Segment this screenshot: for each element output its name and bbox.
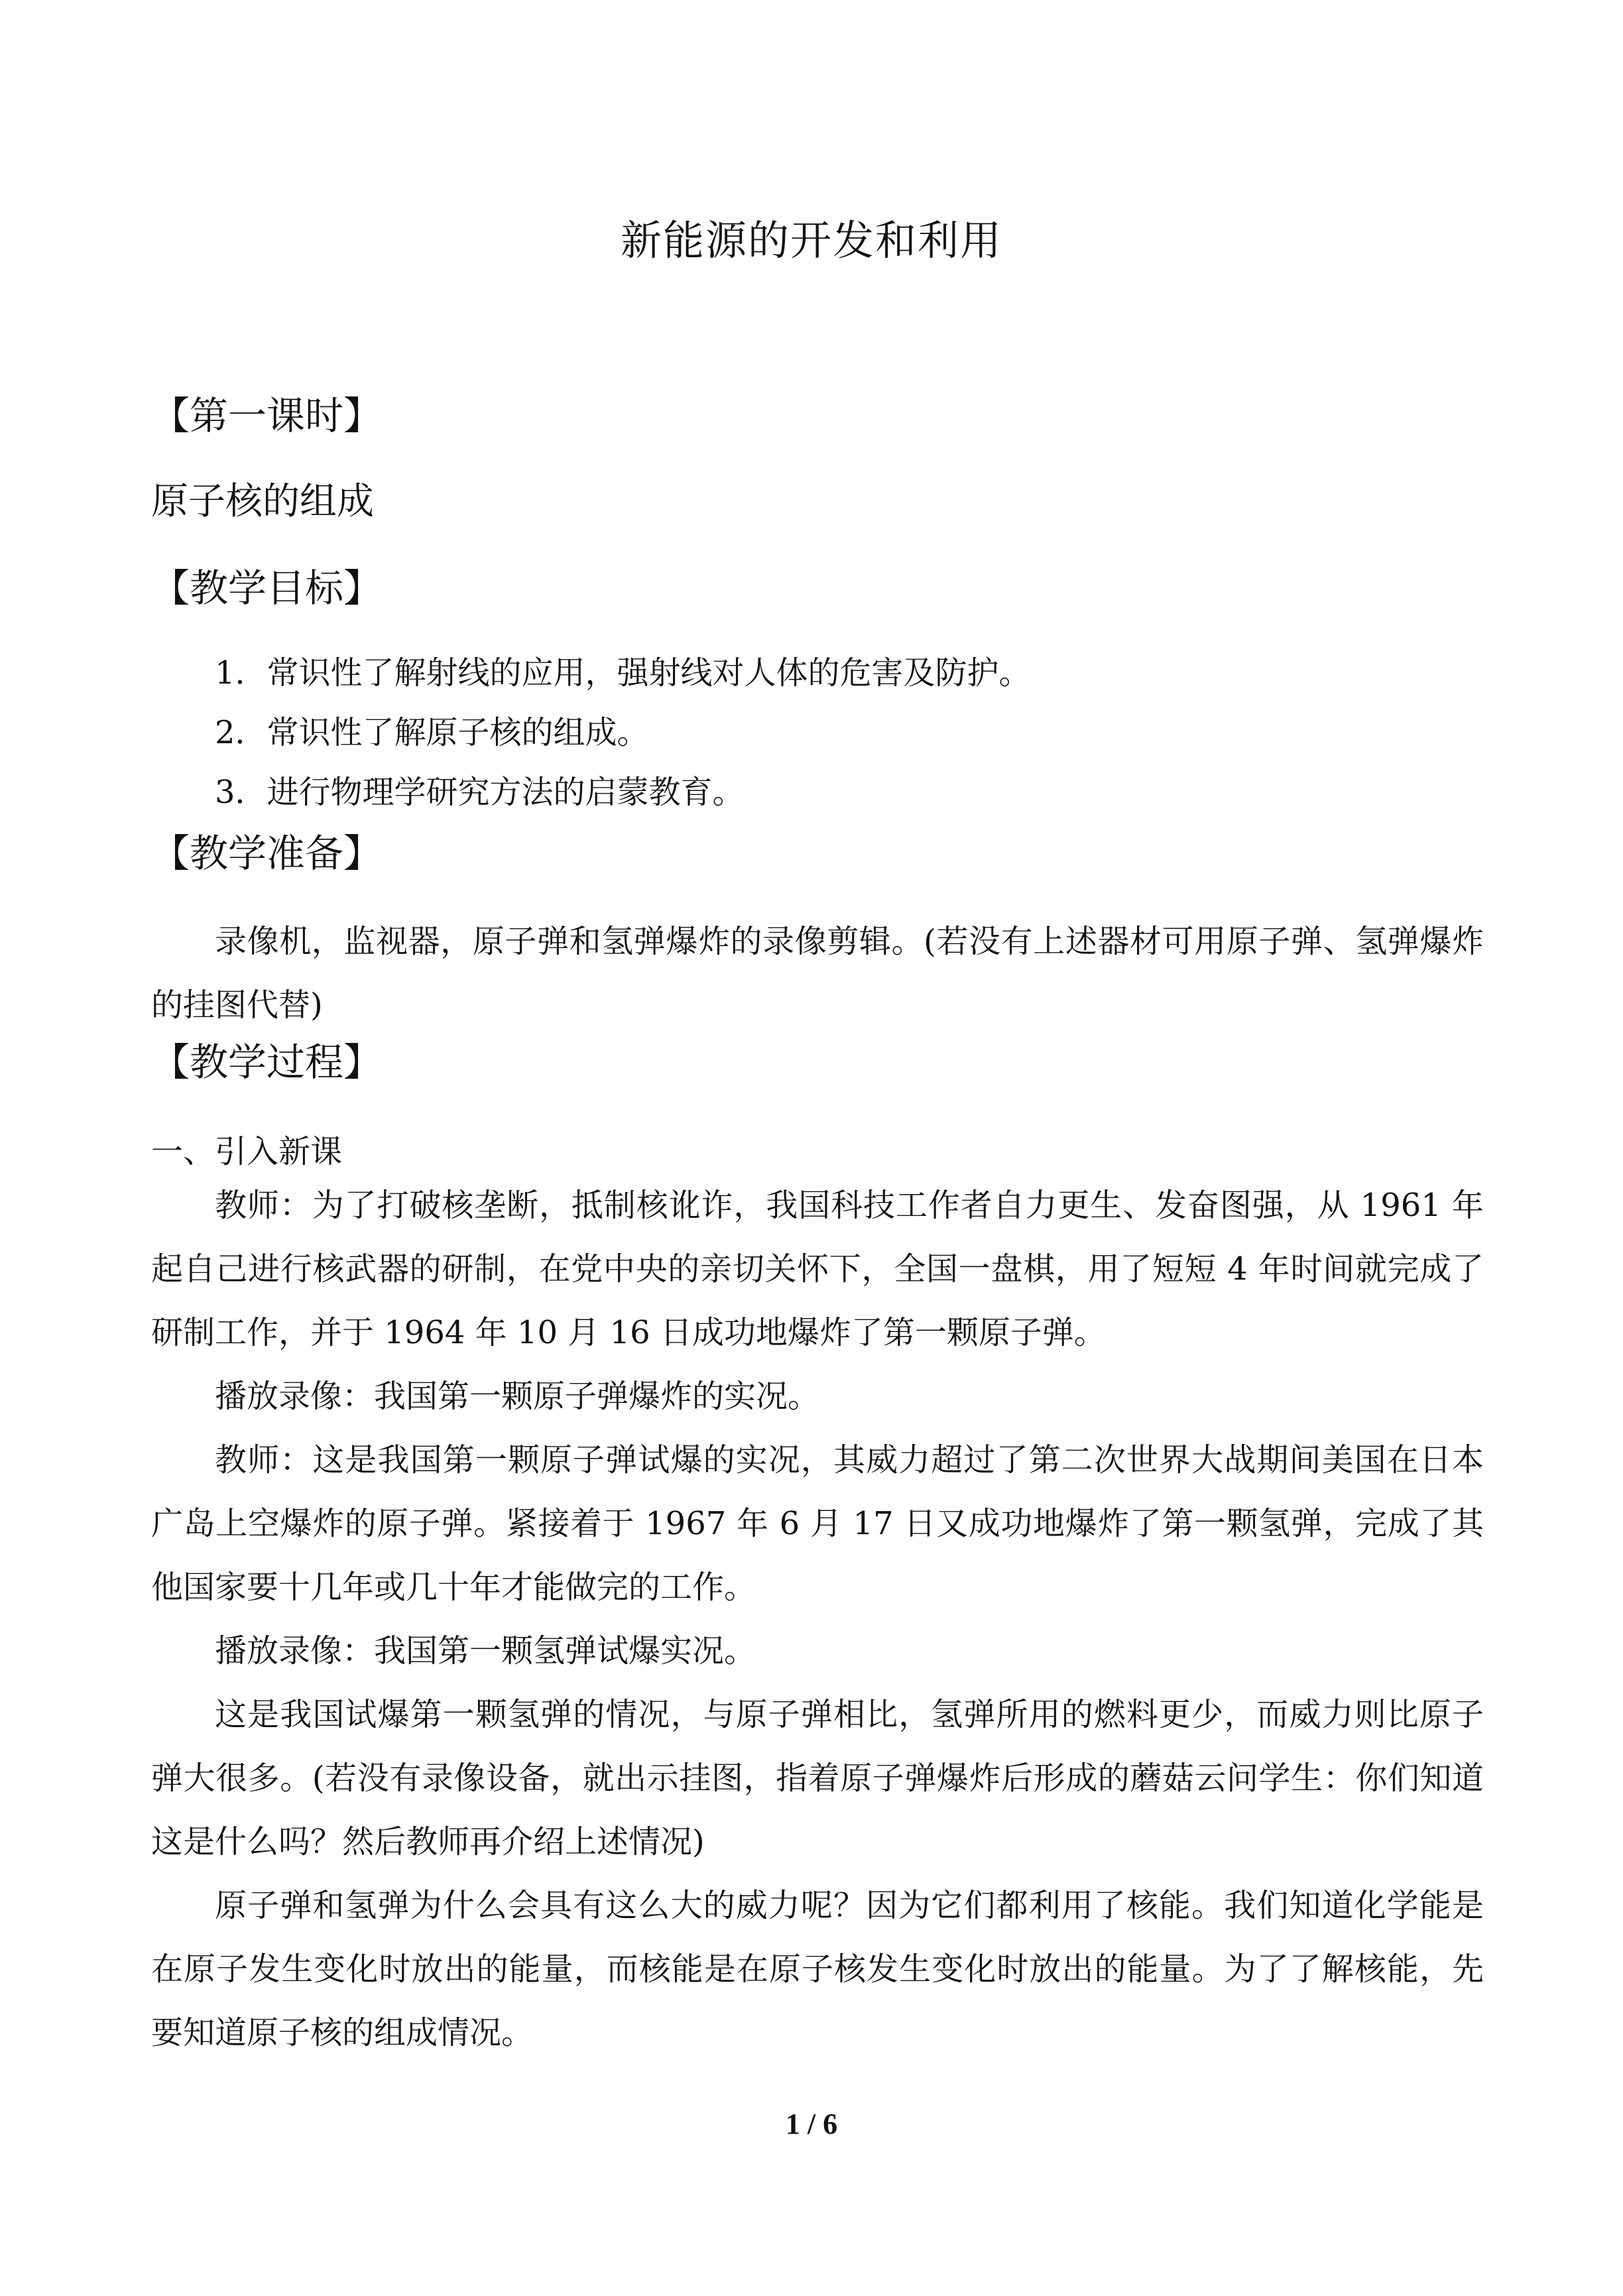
document-title: 新能源的开发和利用 (620, 216, 1002, 265)
paragraph-play-video-1: 播放录像：我国第一颗原子弹爆炸的实况。 (215, 1378, 820, 1415)
objective-item-1: 1．常识性了解射线的应用，强射线对人体的危害及防护。 (215, 654, 1031, 692)
paragraph-teacher-2: 教师：这是我国第一颗原子弹试爆的实况，其威力超过了第二次世界大战期间美国在日本广岛上空爆炸的原子弹。紧接着于 1967 年 6 月 17 日又成功地爆炸了第一颗氢弹，完成了其他国家要十几年或几十年才能做完的工作。 (151, 1441, 1484, 1606)
paragraph-nuclear-energy: 原子弹和氢弹为什么会具有这么大的威力呢？因为它们都利用了核能。我们知道化学能是在原子发生变化时放出的能量，而核能是在原子核发生变化时放出的能量。为了了解核能，先要知道原子核的组成情况。 (151, 1887, 1484, 2051)
paragraph-intro-teacher: 教师：为了打破核垄断，抵制核讹诈，我国科技工作者自力更生、发奋图强，从 1961 年起自己进行核武器的研制，在党中央的亲切关怀下，全国一盘棋，用了短短 4 年时间就完成了研制工作，并于 1964 年 10 月 16 日成功地爆炸了第一颗原子弹。 (151, 1187, 1484, 1351)
preparation-heading: 【教学准备】 (151, 831, 383, 876)
preparation-text: 录像机，监视器，原子弹和氢弹爆炸的录像剪辑。(若没有上述器材可用原子弹、氢弹爆炸的挂图代替) (151, 923, 1484, 1024)
topic-title: 原子核的组成 (151, 480, 374, 523)
objective-item-2: 2．常识性了解原子核的组成。 (215, 714, 649, 751)
objectives-heading: 【教学目标】 (151, 566, 383, 611)
objective-item-3: 3．进行物理学研究方法的启蒙教育。 (215, 774, 745, 811)
process-heading: 【教学过程】 (151, 1040, 383, 1085)
lesson-label: 【第一课时】 (151, 393, 383, 438)
section-title: 一、引入新课 (151, 1133, 343, 1170)
paragraph-hydrogen-bomb: 这是我国试爆第一颗氢弹的情况，与原子弹相比，氢弹所用的燃料更少，而威力则比原子弹大很多。(若没有录像设备，就出示挂图，指着原子弹爆炸后形成的蘑菇云问学生：你们知道这是什么吗？然后教师再介绍上述情况) (151, 1696, 1484, 1860)
page-number: 1 / 6 (785, 2108, 838, 2140)
paragraph-play-video-2: 播放录像：我国第一颗氢弹试爆实况。 (215, 1632, 756, 1669)
